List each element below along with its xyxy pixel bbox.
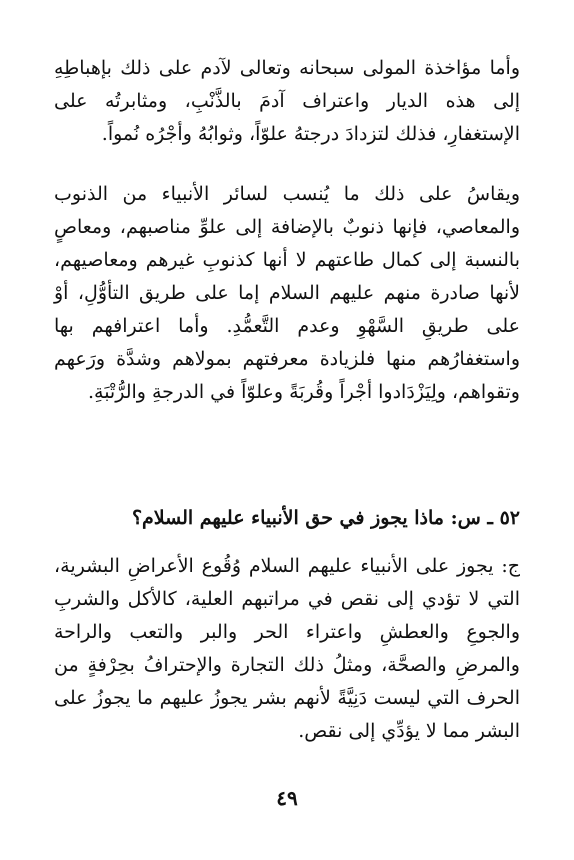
- paragraph-prophets-sins: ويقاسُ على ذلك ما يُنسب لسائر الأنبياء من الذنوب والمعاصي، فإنها ذنوبٌ بالإضافة إلى علوِّ مناصبهم، ومعاصٍ بالنسبة إلى كمال طاعتهم لا أنها كذنوبِ غيرهم ومعاصيهم، لأنها صادرة منهم عليهم السلام إما على طريق التأوُّلِ، أوْ على طريقِ السَّهْوِ وعدم التَّعمُّدِ. وأما اعترافهم بها واستغفارُهم منها فلزيادة معرفتهم بمولاهم وشدَّة ورَعهم وتقواهم، ولِيَزْدَادوا أجْراً وقُربَةً وعلوّاً في الدرجةِ والرُّتْبَةِ.: [54, 183, 520, 403]
- paragraph-adam-repentance: وأما مؤاخذة المولى سبحانه وتعالى لآدم على ذلك بإهباطِهِ إلى هذه الديار واعتراف آدمَ بالذَّنْبِ، ومثابرتُه على الإستغفارِ، فذلك لتزدادَ درجتهُ علوّاً، وثوابُهُ وأجْرُه نُمواً.: [54, 57, 520, 145]
- answer-text: يجوز على الأنبياء عليهم السلام وُقُوع الأعراضِ البشرية، التي لا تؤدي إلى نقص في مراتبهم العلية، كالأكل والشربِ والجوعِ والعطشِ واعتراء الحر والبر والتعب والراحة والمرضِ والصحَّة، ومثلُ ذلك التجارة والإحترافُ بحِرْفةٍ من الحرف التي ليست دَنِيَّةً لأنهم بشر يجوزُ عليهم ما يجوزُ على البشر مما لا يؤدِّي إلى نقص.: [54, 555, 520, 742]
- question-heading: ٥٢ ـ س: ماذا يجوز في حق الأنبياء عليهم السلام؟: [131, 507, 520, 529]
- answer-prefix: ج:: [501, 555, 520, 577]
- answer-paragraph: [54, 550, 520, 748]
- page-number: ٤٩: [276, 786, 298, 810]
